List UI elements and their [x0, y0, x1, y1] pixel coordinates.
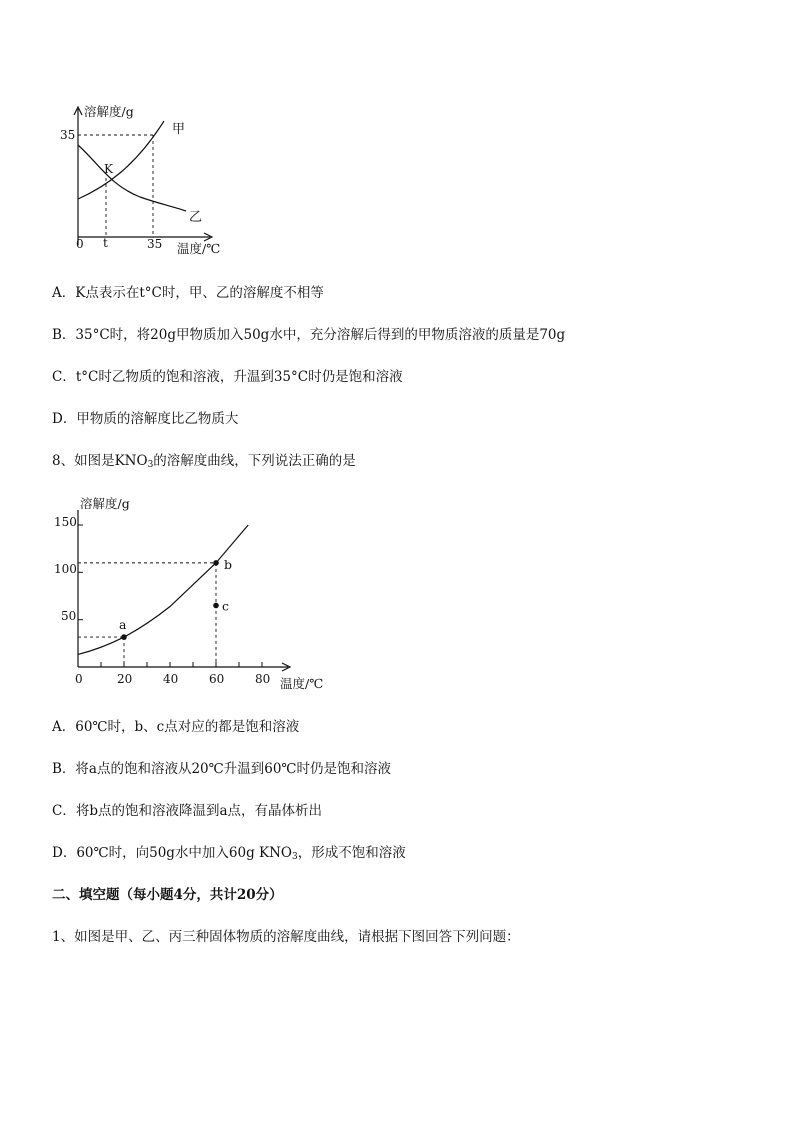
- q8-option-d: [52, 844, 406, 866]
- q8-option-d-text: D．60℃时，向50g水中加入60g KNO: [52, 845, 293, 861]
- chart2-xlabel: 温度/℃: [280, 676, 324, 691]
- kno3-solubility-chart: [50, 490, 350, 690]
- chart2-xtick-80: 80: [255, 672, 271, 686]
- q7-option-c: C．t°C时乙物质的饱和溶液，升温到35°C时仍是饱和溶液: [52, 369, 403, 385]
- section2-q1: 1、如图是甲、乙、丙三种固体物质的溶解度曲线，请根据下图回答下列问题：: [52, 929, 520, 945]
- q7-option-a: A．K点表示在t°C时，甲、乙的溶解度不相等: [52, 285, 324, 301]
- chart1-xtick-0: 0: [76, 237, 84, 251]
- chart1-xtick-35: 35: [147, 237, 163, 251]
- chart1-curve-yi: [78, 145, 186, 211]
- chart2-point-c-label: c: [222, 598, 230, 614]
- q8-option-a: A．60℃时，b、c点对应的都是饱和溶液: [52, 719, 300, 735]
- chart1-xtick-t: t: [103, 236, 108, 250]
- chart2-point-a-label: a: [119, 617, 127, 633]
- q7-option-d: D．甲物质的溶解度比乙物质大: [52, 411, 239, 427]
- chart2-xtick-20: 20: [117, 672, 133, 686]
- q8-stem-text: 8、如图是KNO: [52, 453, 148, 469]
- chart1-ytick-35: 35: [60, 128, 76, 142]
- q8-option-c: C．将b点的饱和溶液降温到a点，有晶体析出: [52, 803, 323, 819]
- chart2-xtick-40: 40: [163, 672, 179, 686]
- chart2-ytick-50: 50: [61, 609, 77, 623]
- q8-option-d-text-after: ，形成不饱和溶液: [297, 845, 406, 861]
- q8-option-d-sub: 3: [292, 852, 298, 862]
- chart1-ylabel: 溶解度/g: [84, 104, 134, 119]
- chart2-xtick-0: 0: [75, 672, 83, 686]
- chart2-point-c: [213, 603, 219, 609]
- q8-stem: [52, 452, 356, 474]
- chart2-xtick-60: 60: [209, 672, 225, 686]
- q8-stem-text-after: 的溶解度曲线，下列说法正确的是: [153, 453, 356, 469]
- chart1-series-yi-label: 乙: [189, 210, 203, 225]
- chart2-curve-kno3: [78, 525, 248, 654]
- chart2-ytick-100: 100: [54, 562, 77, 576]
- chart2-point-b-label: b: [224, 556, 233, 572]
- chart2-ylabel: 溶解度/g: [80, 496, 130, 511]
- q8-option-b: B．将a点的饱和溶液从20℃升温到60℃时仍是饱和溶液: [52, 761, 392, 777]
- chart1-point-k: K: [104, 162, 113, 176]
- solubility-chart-1: [50, 95, 280, 265]
- q7-option-b: B．35°C时，将20g甲物质加入50g水中，充分溶解后得到的甲物质溶液的质量是70g: [52, 327, 566, 343]
- chart2-point-a: [121, 634, 127, 640]
- q8-stem-sub: 3: [147, 460, 154, 470]
- chart2-point-b: [213, 560, 219, 566]
- chart1-series-jia-label: 甲: [172, 122, 186, 137]
- chart1-xlabel: 温度/℃: [177, 241, 221, 256]
- section-heading: 二、填空题（每小题4分，共计20分）: [52, 887, 283, 903]
- chart2-ytick-150: 150: [54, 515, 77, 529]
